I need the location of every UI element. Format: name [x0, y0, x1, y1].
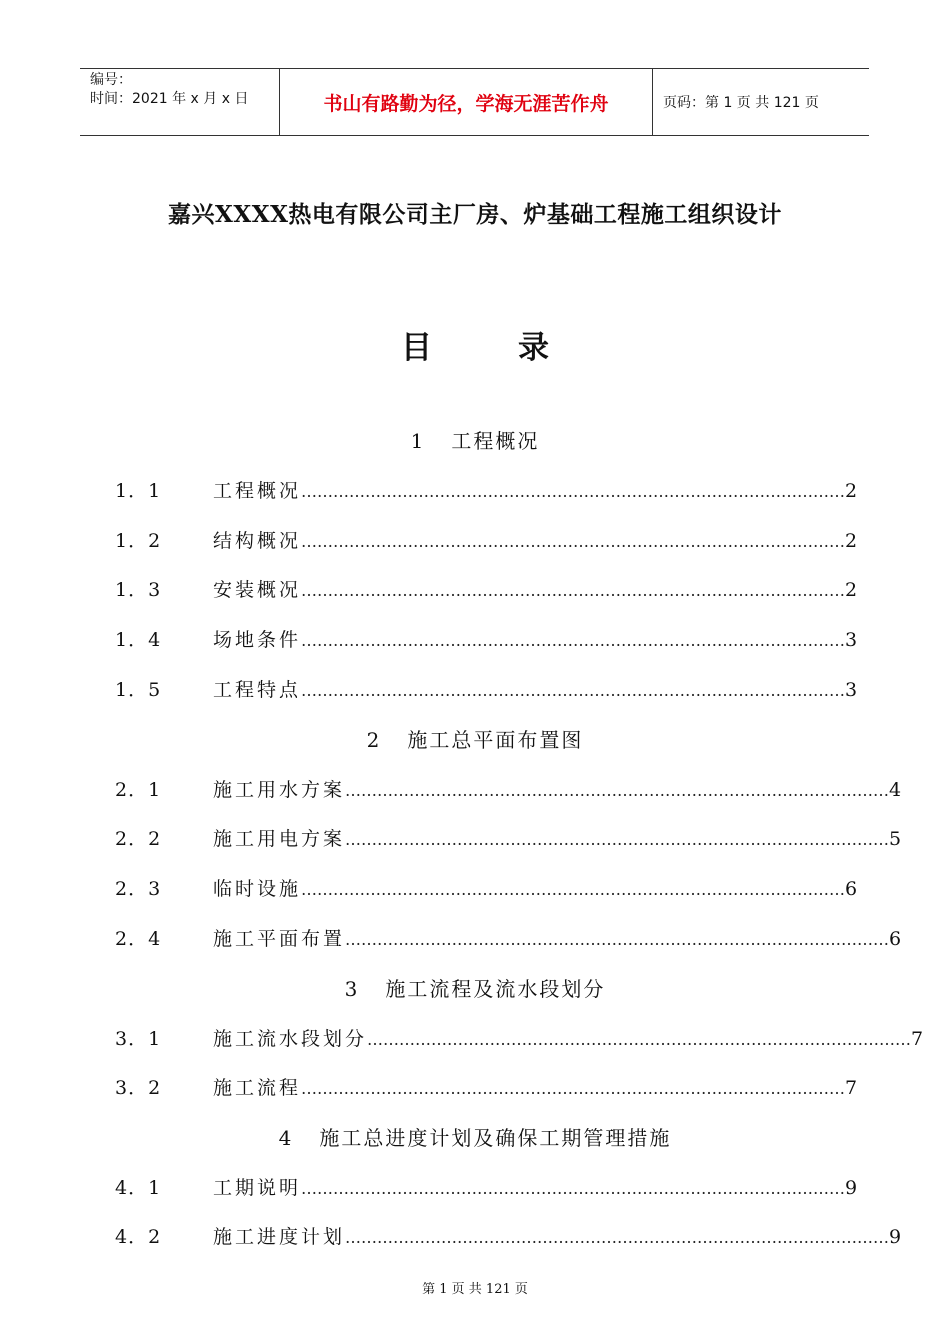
toc-entry-number: 2．4 — [115, 928, 162, 950]
toc-entry[interactable] — [115, 526, 858, 556]
toc-entry-page: 2 — [845, 579, 858, 601]
toc-leader-dots: ………………………………………………………………………………………… — [301, 482, 846, 501]
toc-entry-number: 3．1 — [115, 1028, 162, 1050]
toc-entry-page: 4 — [889, 779, 902, 801]
toc-entry-page: 7 — [911, 1028, 924, 1050]
toc-entry-title: 施工进度计划 — [213, 1226, 346, 1248]
toc-leader-dots: ………………………………………………………………………………………… — [301, 880, 846, 899]
toc-entry-page: 6 — [889, 928, 902, 950]
header-meta — [80, 69, 280, 135]
toc-entry-number: 4．2 — [115, 1226, 162, 1248]
toc-entry[interactable] — [115, 924, 902, 954]
toc-leader-dots: ………………………………………………………………………………………… — [345, 781, 890, 800]
toc-entry[interactable] — [115, 575, 858, 605]
section-title: 施工总进度计划及确保工期管理措施 — [319, 1126, 672, 1150]
toc-leader-dots: ………………………………………………………………………………………… — [345, 830, 890, 849]
toc-entry[interactable] — [115, 874, 858, 904]
toc-section-heading[interactable] — [0, 974, 950, 1004]
section-number: 2 — [366, 728, 380, 752]
page-footer: 第 1 页 共 121 页 — [422, 1282, 528, 1297]
toc-entry-number: 2．3 — [115, 878, 162, 900]
toc-entry-title: 工程特点 — [213, 679, 302, 701]
header-time-label: 时间：2021 年 x 月 x 日 — [90, 91, 249, 107]
section-number: 4 — [278, 1126, 292, 1150]
toc-entry-page: 9 — [845, 1177, 858, 1199]
toc-entry-title: 场地条件 — [213, 629, 302, 651]
toc-entry-number: 1．5 — [115, 679, 162, 701]
toc-entry-title: 工期说明 — [213, 1177, 302, 1199]
section-title: 工程概况 — [451, 429, 540, 453]
toc-leader-dots: ………………………………………………………………………………………… — [301, 532, 846, 551]
toc-entry-number: 1．4 — [115, 629, 162, 651]
toc-entry-title: 工程概况 — [213, 480, 302, 502]
document-title: 嘉兴XXXX热电有限公司主厂房、炉基础工程施工组织设计 — [168, 201, 782, 228]
toc-entry-title: 施工流程 — [213, 1077, 302, 1099]
section-title: 施工流程及流水段划分 — [385, 977, 606, 1001]
toc-entry-number: 3．2 — [115, 1077, 162, 1099]
toc-heading-char-2: 录 — [518, 330, 549, 366]
toc-entry[interactable] — [115, 476, 858, 506]
toc-entry[interactable] — [115, 824, 902, 854]
toc-leader-dots: ………………………………………………………………………………………… — [301, 681, 846, 700]
section-number: 1 — [410, 429, 424, 453]
toc-entry-page: 5 — [889, 828, 902, 850]
section-title: 施工总平面布置图 — [407, 728, 584, 752]
toc-entry-title: 施工用水方案 — [213, 779, 346, 801]
toc-entry[interactable] — [115, 675, 858, 705]
page-header — [80, 68, 869, 136]
toc-entry-page: 7 — [845, 1077, 858, 1099]
toc-entry-title: 施工平面布置 — [213, 928, 346, 950]
toc-entry-number: 1．1 — [115, 480, 162, 502]
toc-entry-number: 1．2 — [115, 530, 162, 552]
toc-entry[interactable] — [115, 1173, 858, 1203]
toc-leader-dots: ………………………………………………………………………………………… — [345, 1228, 890, 1247]
toc-section-heading[interactable] — [0, 426, 950, 456]
toc-heading-char-1: 目 — [401, 330, 432, 366]
toc-leader-dots: ………………………………………………………………………………………… — [301, 631, 846, 650]
toc-entry-number: 2．2 — [115, 828, 162, 850]
toc-entry-number: 2．1 — [115, 779, 162, 801]
toc-entry-page: 3 — [845, 629, 858, 651]
header-page-info: 页码：第 1 页 共 121 页 — [663, 95, 819, 111]
toc-leader-dots: ………………………………………………………………………………………… — [301, 581, 846, 600]
toc-section-heading[interactable] — [0, 1123, 950, 1153]
toc-section-heading[interactable] — [0, 725, 950, 755]
header-number-label: 编号： — [90, 72, 132, 88]
toc-entry[interactable] — [115, 1024, 924, 1054]
toc-leader-dots: ………………………………………………………………………………………… — [367, 1030, 912, 1049]
section-number: 3 — [344, 977, 358, 1001]
toc-leader-dots: ………………………………………………………………………………………… — [301, 1179, 846, 1198]
toc-entry[interactable] — [115, 775, 902, 805]
toc-entry[interactable] — [115, 625, 858, 655]
toc-heading — [0, 322, 950, 367]
toc-entry-page: 2 — [845, 530, 858, 552]
toc-entry-title: 结构概况 — [213, 530, 302, 552]
toc-entry-page: 6 — [845, 878, 858, 900]
toc-entry[interactable] — [115, 1073, 858, 1103]
toc-entry-page: 3 — [845, 679, 858, 701]
toc-entry-title: 安装概况 — [213, 579, 302, 601]
toc-entry-title: 施工用电方案 — [213, 828, 346, 850]
toc-entry-title: 施工流水段划分 — [213, 1028, 368, 1050]
toc-leader-dots: ………………………………………………………………………………………… — [345, 930, 890, 949]
toc-entry-title: 临时设施 — [213, 878, 302, 900]
toc-leader-dots: ………………………………………………………………………………………… — [301, 1079, 846, 1098]
toc-entry-number: 1．3 — [115, 579, 162, 601]
header-motto: 书山有路勤为径，学海无涯苦作舟 — [280, 69, 653, 135]
toc-entry[interactable] — [115, 1222, 902, 1252]
toc-entry-number: 4．1 — [115, 1177, 162, 1199]
toc-entry-page: 9 — [889, 1226, 902, 1248]
toc-entry-page: 2 — [845, 480, 858, 502]
